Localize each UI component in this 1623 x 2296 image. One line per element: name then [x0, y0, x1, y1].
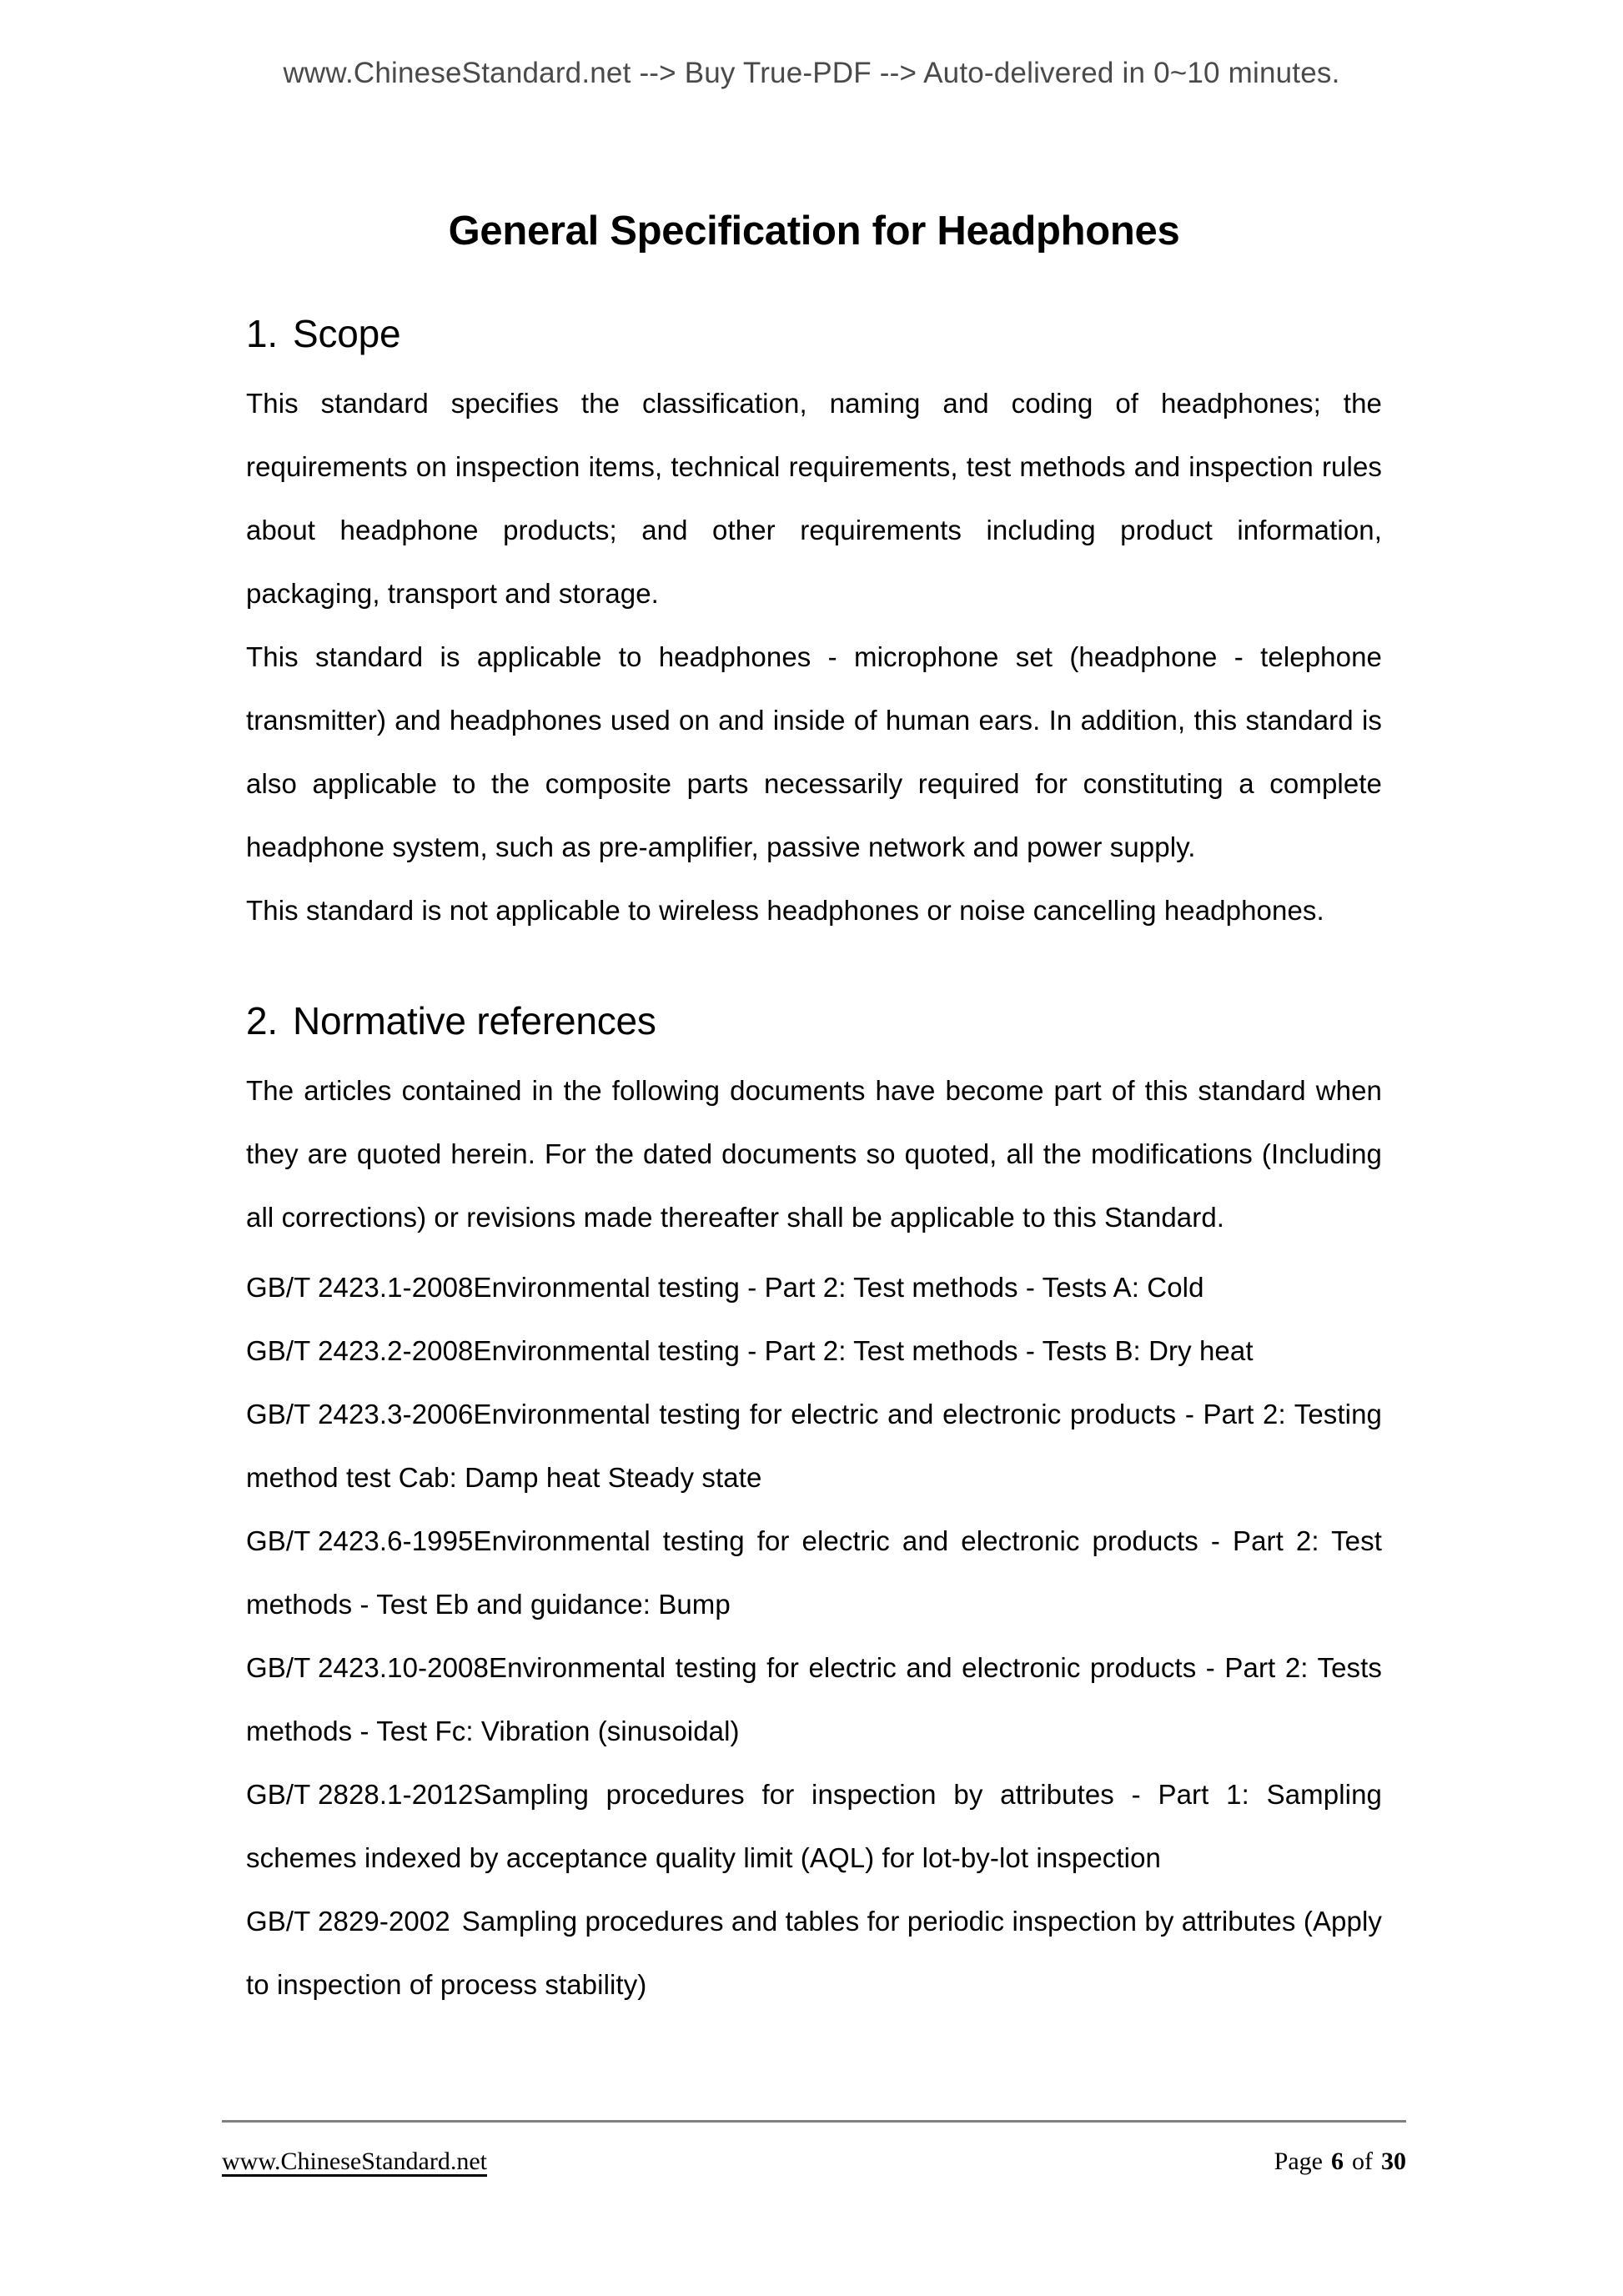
document-body [246, 0, 1382, 2017]
reference-code: GB/T 2828.1-2012 [246, 1779, 474, 1810]
reference-title: Environmental testing - Part 2: Test methods - Tests B: Dry heat [473, 1335, 1254, 1366]
document-title: General Specification for Headphones [448, 208, 1180, 254]
normative-references-paragraph: The articles contained in the following documents have become part of this standard when they are quoted herein. For the dated documents so quoted, all the modifications (Including all corrections) or revisions made thereafter shall be applicable to this Standard. [246, 1075, 1382, 1233]
scope-paragraph-2: This standard is applicable to headphones - microphone set (headphone - telephone transmitter) and headphones used on and inside of human ears. In addition, this standard is also applicable to the composite parts necessarily required for constituting a complete headphone system, such as pre-amplifier, passive network and power supply. [246, 641, 1382, 862]
reference-entry [246, 1510, 1382, 1636]
page-footer [222, 2120, 1406, 2178]
reference-code: GB/T 2423.1-2008 [246, 1272, 474, 1303]
reference-title: Environmental testing - Part 2: Test methods - Tests A: Cold [473, 1272, 1204, 1303]
section-number: 1. [246, 312, 278, 355]
reference-title: Environmental testing for electric and electronic products - Part 2: Tests methods - Test Fc: Vibration (sinusoidal) [246, 1652, 1382, 1746]
section-title: Scope [292, 312, 401, 355]
reference-code: GB/T 2423.2-2008 [246, 1335, 474, 1366]
section-title: Normative references [292, 999, 656, 1042]
scope-paragraph-3: This standard is not applicable to wireless headphones or noise cancelling headphones. [246, 895, 1324, 926]
reference-entry [246, 1890, 1382, 2017]
section-heading-normative-references [246, 942, 1382, 1044]
footer-page-total: 30 [1381, 2148, 1406, 2175]
reference-code: GB/T 2423.10-2008 [246, 1652, 489, 1683]
footer-page-indicator [1274, 2146, 1406, 2178]
footer-row [222, 2123, 1406, 2178]
reference-entry [246, 1256, 1382, 1319]
reference-entry [246, 1636, 1382, 1763]
reference-entry [246, 1319, 1382, 1383]
reference-title: Environmental testing for electric and electronic products - Part 2: Test methods - Test Eb and guidance: Bump [246, 1525, 1382, 1620]
reference-title: Sampling procedures for inspection by attributes - Part 1: Sampling schemes indexed by acceptance quality limit (AQL) for lot-by-lot inspection [246, 1779, 1382, 1873]
footer-page-label: Page [1274, 2148, 1323, 2175]
reference-title: Environmental testing for electric and electronic products - Part 2: Testing method test Cab: Damp heat Steady state [246, 1399, 1382, 1493]
reference-code: GB/T 2423.3-2006 [246, 1399, 474, 1429]
normative-reference-list [246, 1249, 1382, 2017]
reference-entry [246, 1763, 1382, 1890]
reference-entry [246, 1383, 1382, 1510]
reference-code: GB/T 2423.6-1995 [246, 1525, 474, 1556]
footer-of-label: of [1352, 2148, 1373, 2175]
section-number: 2. [246, 999, 278, 1042]
section-heading-scope [246, 255, 1382, 357]
reference-title: Sampling procedures and tables for periodic inspection by attributes (Apply to inspection of process stability) [246, 1906, 1382, 2000]
page-header-promo: www.ChineseStandard.net --> Buy True-PDF --> Auto-delivered in 0~10 minutes. [283, 57, 1340, 89]
scope-paragraph-1: This standard specifies the classification, naming and coding of headphones; the requirements on inspection items, technical requirements, test methods and inspection rules about headphone products; and other requirements including product information, packaging, transport and storage. [246, 388, 1382, 609]
reference-code: GB/T 2829-2002 [246, 1906, 450, 1937]
footer-site-link[interactable]: www.ChineseStandard.net [222, 2148, 487, 2175]
footer-page-number: 6 [1331, 2148, 1344, 2175]
